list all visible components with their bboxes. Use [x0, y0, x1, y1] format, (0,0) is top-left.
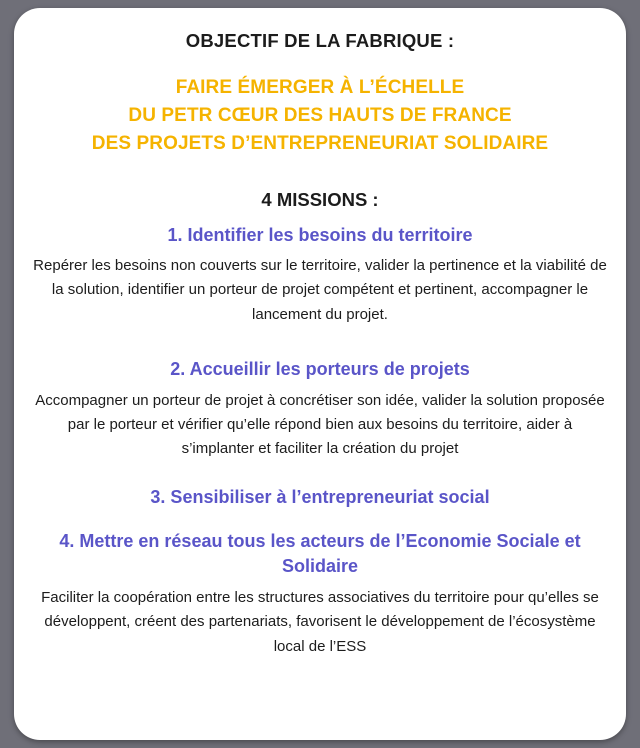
objective-line-1: FAIRE ÉMERGER À L’ÉCHELLE [175, 77, 465, 99]
spacer [30, 331, 610, 357]
objective-line-3: DES PROJETS D’ENTREPRENEURIAT SOLIDAIRE [91, 133, 549, 155]
mission-title-4: 4. Mettre en réseau tous les acteurs de l’Economie Sociale et Solidaire [59, 530, 581, 577]
mission-item-4 [30, 529, 610, 659]
info-card [14, 8, 626, 740]
mission-title-1: 1. Identifier les besoins du territoire [167, 224, 473, 245]
mission-body-4: Faciliter la coopération entre les structures associatives du territoire pour qu’elles se développent, créent des partenariats, favorisent le développement de l’écosystème local de l’ESS [41, 589, 599, 655]
objective-title: OBJECTIF DE LA FABRIQUE : [185, 30, 455, 51]
mission-item-3 [30, 485, 610, 511]
mission-body-2: Accompagner un porteur de projet à concrétiser son idée, valider la solution proposée par le porteur et vérifier qu’elle répond bien aux besoins du territoire, aider à s’implanter et faciliter la création du projet [35, 391, 605, 458]
mission-title-3: 3. Sensibiliser à l’entrepreneuriat social [150, 487, 490, 508]
missions-heading: 4 MISSIONS : [261, 188, 379, 210]
objective-line-2: DU PETR CŒUR DES HAUTS DE FRANCE [128, 105, 512, 127]
mission-body-1: Repérer les besoins non couverts sur le territoire, valider la pertinence et la viabilité de la solution, identifier un porteur de projet compétent et pertinent, accompagner le lancement du projet. [33, 257, 607, 323]
mission-item-1 [30, 223, 610, 327]
mission-title-2: 2. Accueillir les porteurs de projets [170, 358, 470, 379]
mission-item-2 [30, 357, 610, 461]
spacer [30, 465, 610, 485]
spacer [30, 517, 610, 529]
objective-statement [30, 74, 610, 158]
